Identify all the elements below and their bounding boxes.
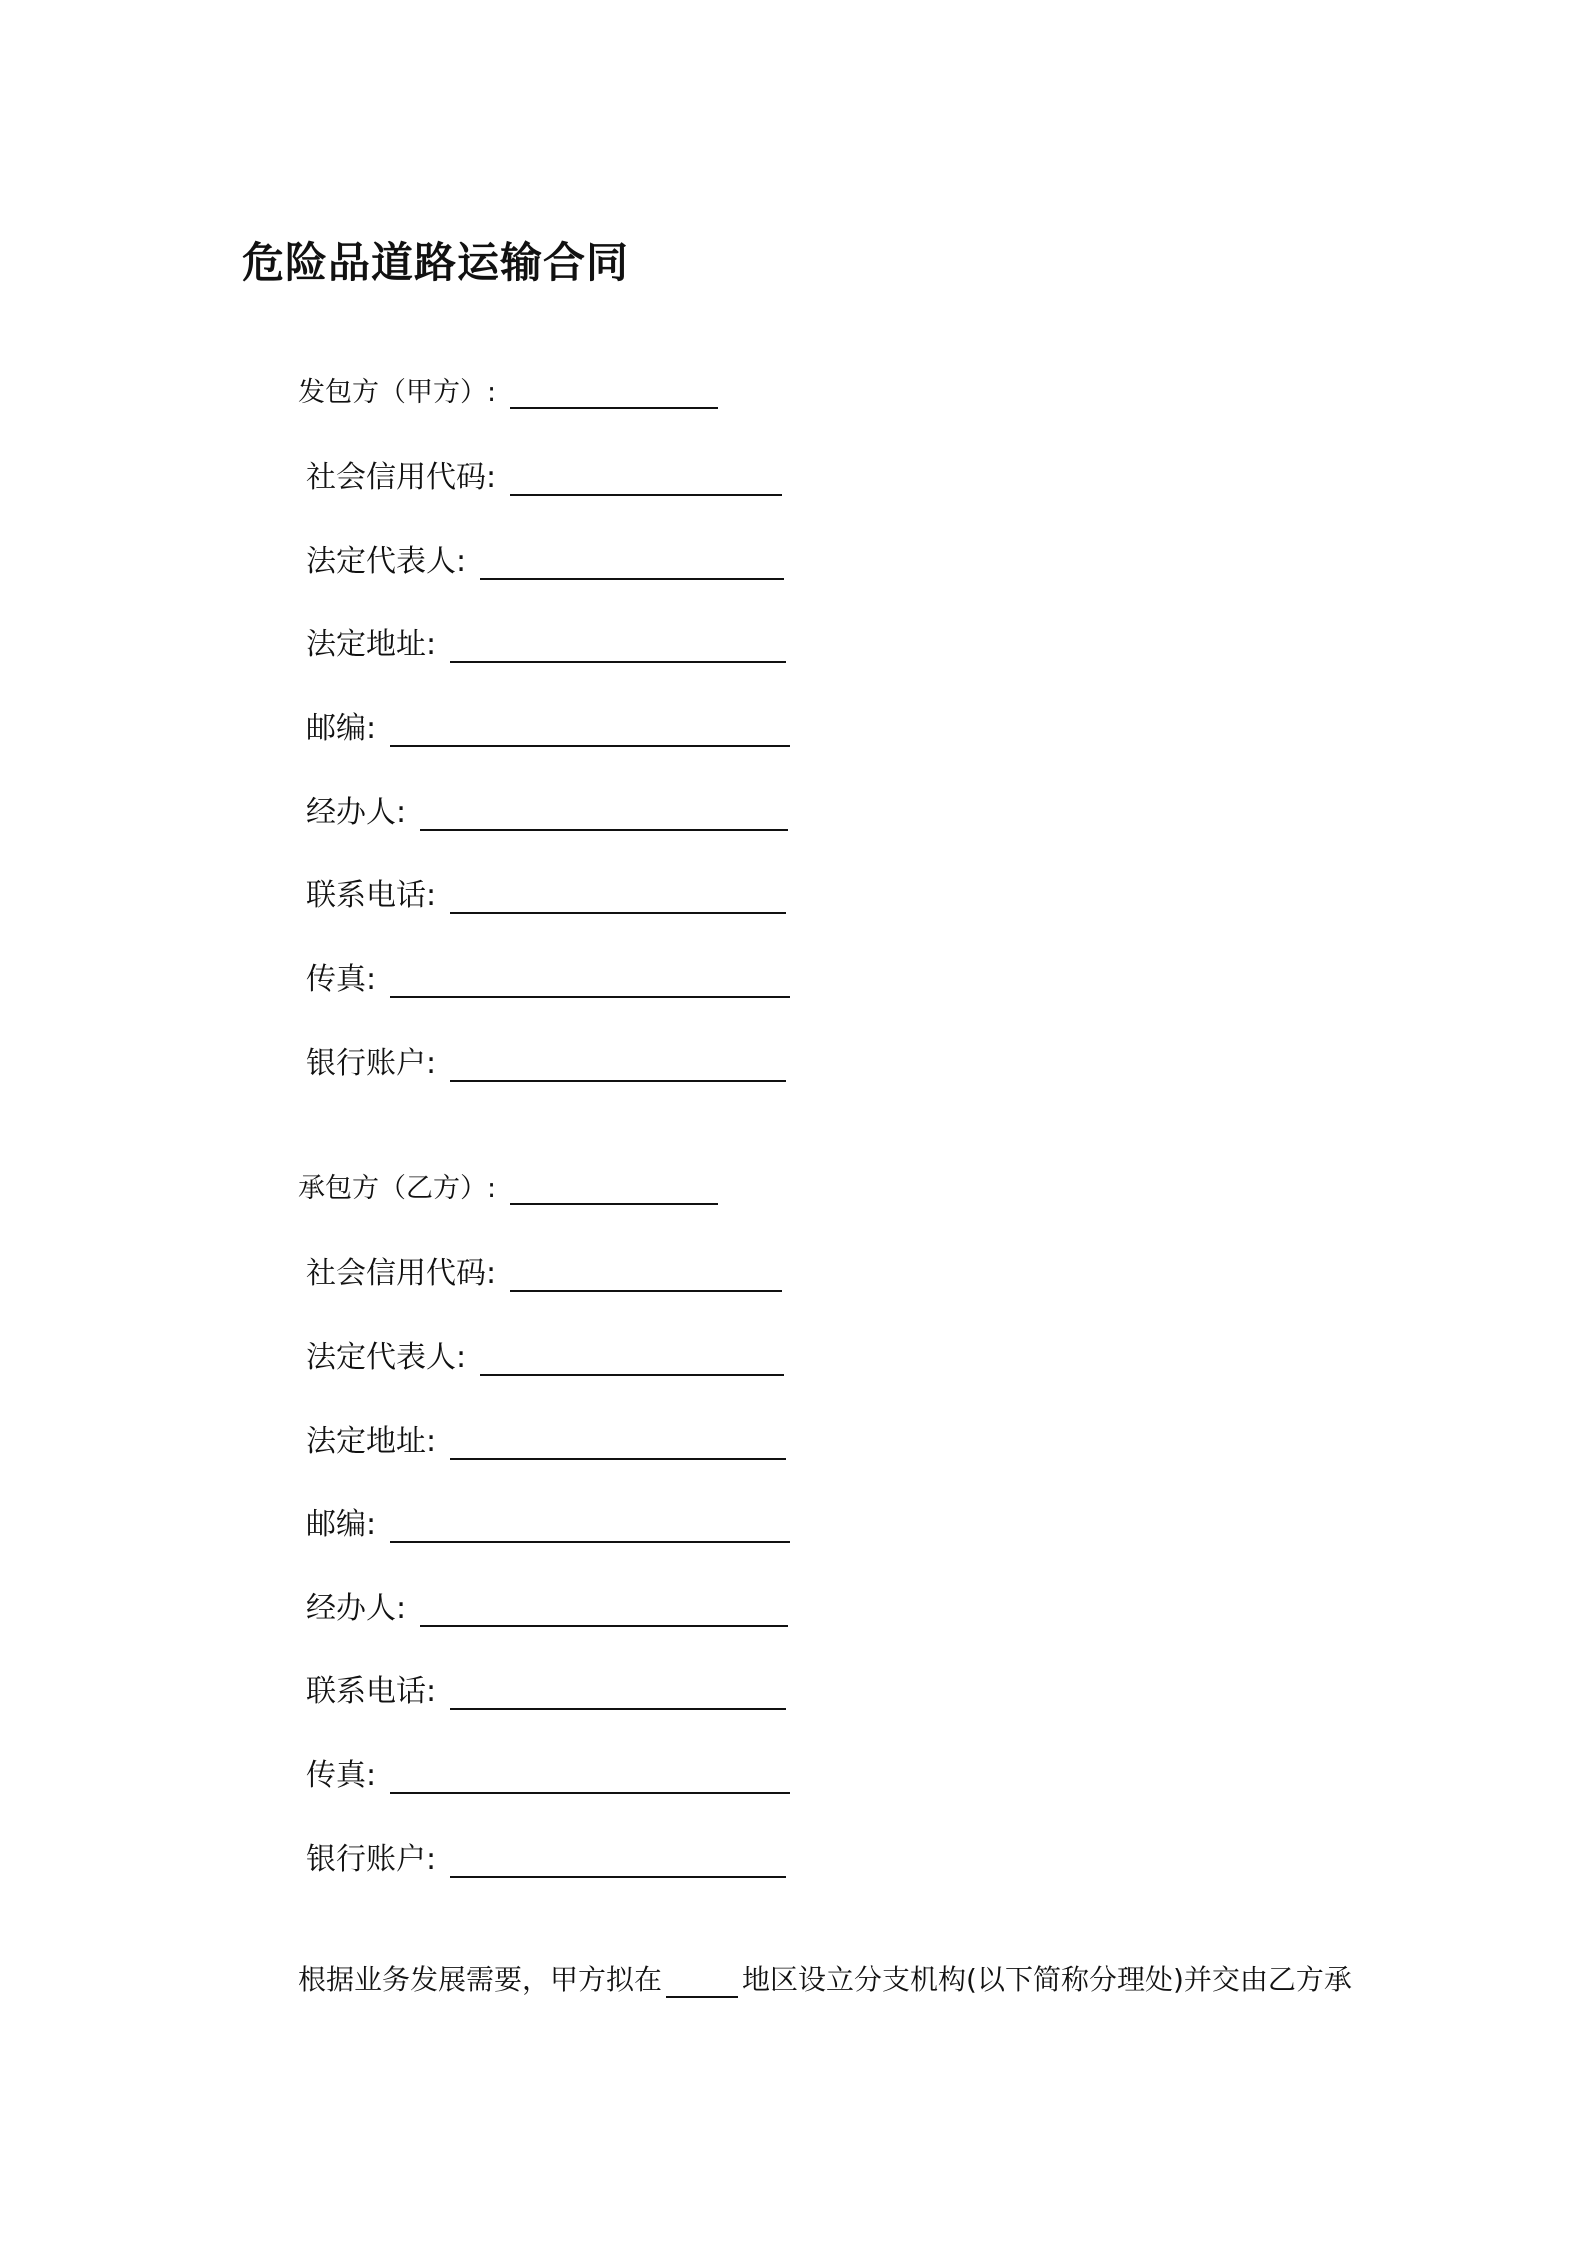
party-b-field-handler bbox=[306, 1583, 788, 1627]
field-label: 联系电话: bbox=[306, 878, 437, 913]
party-b-heading-row bbox=[298, 1166, 718, 1205]
field-label: 经办人: bbox=[306, 795, 407, 830]
party-a-field-postcode bbox=[306, 703, 790, 747]
party-b-field-legal-address bbox=[306, 1416, 786, 1460]
party-a-field-fax bbox=[306, 954, 790, 998]
field-label: 邮编: bbox=[306, 711, 377, 746]
field-blank[interactable] bbox=[390, 1758, 790, 1794]
intro-paragraph bbox=[298, 1958, 1352, 1998]
party-a-field-legal-rep bbox=[306, 536, 784, 580]
party-b-heading: 承包方（乙方）: bbox=[298, 1173, 497, 1204]
field-blank[interactable] bbox=[450, 1674, 786, 1710]
field-blank[interactable] bbox=[510, 460, 782, 496]
field-blank[interactable] bbox=[480, 544, 784, 580]
party-b-field-legal-rep bbox=[306, 1332, 784, 1376]
intro-text-before: 根据业务发展需要，甲方拟在 bbox=[298, 1963, 663, 1996]
party-a-name-blank[interactable] bbox=[510, 377, 718, 409]
field-label: 银行账户: bbox=[306, 1842, 437, 1877]
intro-text-after: 地区设立分支机构(以下简称分理处)并交由乙方承 bbox=[742, 1963, 1352, 1996]
party-a-field-legal-address bbox=[306, 619, 786, 663]
party-a-field-handler bbox=[306, 787, 788, 831]
field-blank[interactable] bbox=[510, 1256, 782, 1292]
party-a-field-bank-account bbox=[306, 1038, 786, 1082]
party-b-field-fax bbox=[306, 1750, 790, 1794]
field-blank[interactable] bbox=[480, 1340, 784, 1376]
field-blank[interactable] bbox=[450, 1046, 786, 1082]
field-blank[interactable] bbox=[390, 1507, 790, 1543]
field-label: 法定代表人: bbox=[306, 544, 467, 579]
field-label: 法定地址: bbox=[306, 1424, 437, 1459]
field-blank[interactable] bbox=[390, 711, 790, 747]
field-label: 经办人: bbox=[306, 1591, 407, 1626]
party-a-field-phone bbox=[306, 870, 786, 914]
field-blank[interactable] bbox=[450, 1424, 786, 1460]
party-a-heading: 发包方（甲方）: bbox=[298, 377, 497, 408]
field-blank[interactable] bbox=[420, 1591, 788, 1627]
field-label: 传真: bbox=[306, 1758, 377, 1793]
field-label: 社会信用代码: bbox=[306, 1256, 497, 1291]
field-blank[interactable] bbox=[450, 1842, 786, 1878]
party-b-name-blank[interactable] bbox=[510, 1173, 718, 1205]
party-b-field-bank-account bbox=[306, 1834, 786, 1878]
field-blank[interactable] bbox=[450, 878, 786, 914]
field-label: 社会信用代码: bbox=[306, 460, 497, 495]
document-title: 危险品道路运输合同 bbox=[242, 238, 630, 287]
field-label: 法定代表人: bbox=[306, 1340, 467, 1375]
field-blank[interactable] bbox=[420, 795, 788, 831]
field-label: 银行账户: bbox=[306, 1046, 437, 1081]
field-label: 邮编: bbox=[306, 1507, 377, 1542]
field-blank[interactable] bbox=[450, 627, 786, 663]
region-blank[interactable] bbox=[666, 1966, 738, 1998]
party-a-field-credit-code bbox=[306, 452, 782, 496]
party-a-heading-row bbox=[298, 370, 718, 409]
party-b-field-postcode bbox=[306, 1499, 790, 1543]
field-label: 联系电话: bbox=[306, 1674, 437, 1709]
field-blank[interactable] bbox=[390, 962, 790, 998]
field-label: 传真: bbox=[306, 962, 377, 997]
party-b-field-credit-code bbox=[306, 1248, 782, 1292]
party-b-field-phone bbox=[306, 1666, 786, 1710]
field-label: 法定地址: bbox=[306, 627, 437, 662]
